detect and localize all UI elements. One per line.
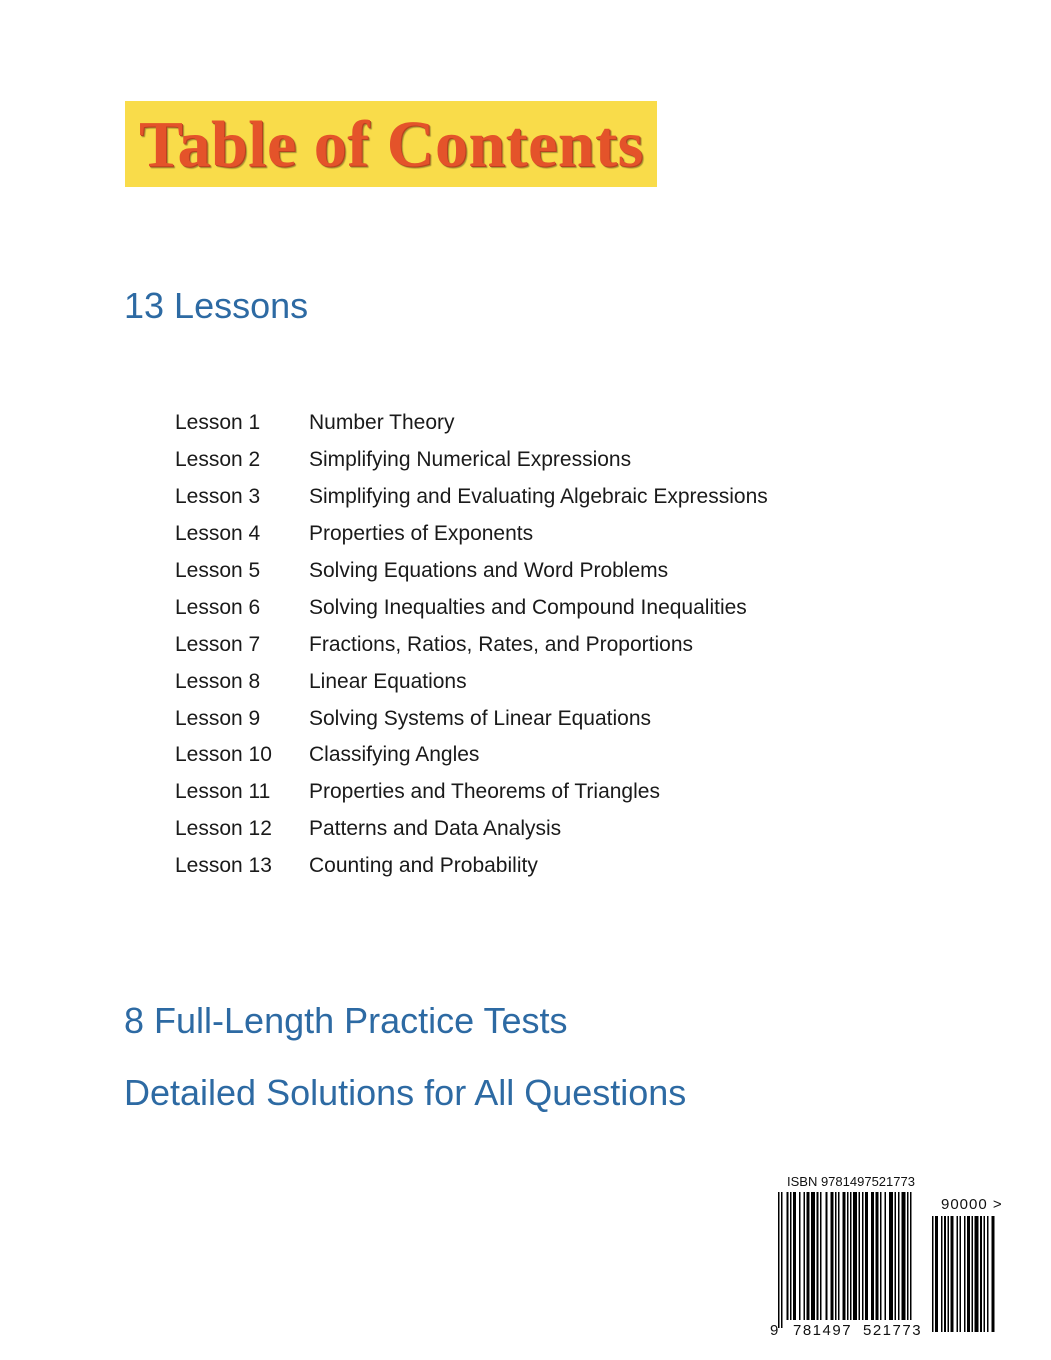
isbn-label: ISBN 9781497521773 [787,1174,915,1189]
price-code: 90000 > [941,1196,1003,1213]
lesson-number: Lesson 9 [175,706,261,730]
barcode-bar [967,1216,970,1332]
lesson-list [175,405,875,885]
lesson-title: Solving Systems of Linear Equations [309,706,652,730]
barcode-bar [984,1216,986,1332]
solutions-heading: Detailed Solutions for All Questions [124,1072,687,1113]
barcode-bar [944,1216,946,1332]
barcode-bar [862,1192,864,1320]
barcode-bar [941,1216,943,1332]
lesson-row [175,626,875,663]
barcode-bar [781,1192,783,1328]
barcode-bar [975,1216,979,1332]
barcode-bar [831,1192,834,1320]
lesson-title: Classifying Angles [309,743,480,767]
barcode-bar [778,1192,780,1328]
barcode-bar [871,1192,874,1320]
barcode-bar [902,1192,906,1320]
barcode-bar [889,1192,893,1320]
barcode-bar [820,1192,822,1320]
barcode-bar [799,1192,801,1320]
lesson-number: Lesson 5 [175,559,261,582]
barcode-bar [859,1192,861,1320]
barcode-bar [787,1192,789,1320]
lesson-row [175,774,875,811]
lesson-row [175,811,875,848]
lesson-row [175,737,875,774]
lesson-row [175,516,875,553]
barcode-bar [885,1192,887,1320]
barcode-bar [826,1192,828,1320]
barcode-bar [835,1192,837,1320]
lesson-number: Lesson 10 [175,743,272,767]
lesson-row [175,479,875,516]
lesson-number: Lesson 3 [175,485,261,509]
lesson-row [175,663,875,700]
lesson-title: Properties and Theorems of Triangles [309,780,660,804]
barcode-bar [960,1216,962,1332]
barcode-bar [935,1216,938,1332]
barcode-bar [817,1192,819,1320]
lesson-number: Lesson 1 [175,411,261,435]
lesson-title: Number Theory [309,411,455,435]
lesson-title: Linear Equations [309,669,467,693]
title-banner [125,101,657,187]
lesson-title: Properties of Exponents [309,522,534,546]
barcode-bar [987,1216,989,1332]
barcode-bar [910,1192,912,1320]
barcode-bar [880,1192,882,1320]
barcode-bar [932,1216,934,1332]
barcode-digit-group-2: 521773 [863,1322,923,1339]
lesson-title: Simplifying Numerical Expressions [309,448,632,472]
barcode-bar [804,1192,806,1320]
page-title: Table of Contents [139,108,644,181]
lesson-title: Simplifying and Evaluating Algebraic Expressions [309,485,768,509]
isbn-barcode [770,1174,1022,1344]
lesson-title: Solving Equations and Word Problems [309,559,669,582]
lesson-number: Lesson 6 [175,595,261,619]
lesson-row [175,405,875,442]
barcode-bar [876,1192,879,1320]
barcode-bar [957,1216,959,1332]
barcode-main-bars [778,1192,938,1334]
lesson-title: Patterns and Data Analysis [309,817,562,841]
barcode-first-digit: 9 [770,1322,779,1339]
lessons-heading: 13 Lessons [124,285,309,326]
barcode-bar [980,1216,982,1332]
lesson-number: Lesson 11 [175,780,271,804]
lesson-number: Lesson 8 [175,669,261,693]
barcode-bar [907,1192,909,1320]
barcode-bar [853,1192,857,1320]
lesson-row [175,553,875,590]
barcode-bar [811,1192,815,1320]
barcode-bar [790,1192,792,1320]
lesson-title: Fractions, Ratios, Rates, and Proportions [309,632,694,656]
barcode-bar [992,1216,995,1332]
barcode-bar [895,1192,897,1320]
barcode-digit-group-1: 781497 [793,1322,853,1339]
lesson-number: Lesson 4 [175,522,261,546]
barcode-bar [838,1192,840,1320]
barcode-bar [898,1192,900,1320]
lesson-row [175,848,875,885]
barcode-addon-bars [932,1216,1004,1332]
barcode-bar [948,1216,950,1332]
barcode-bar [850,1192,852,1320]
practice-tests-heading: 8 Full-Length Practice Tests [124,1000,568,1041]
lesson-number: Lesson 7 [175,632,261,656]
barcode-bar [964,1216,966,1332]
barcode-bar [807,1192,810,1320]
lesson-number: Lesson 2 [175,448,261,472]
lesson-row [175,442,875,479]
lesson-row [175,589,875,626]
lesson-title: Solving Inequalties and Compound Inequalities [309,595,747,619]
lesson-number: Lesson 13 [175,854,272,878]
barcode-bar [972,1216,974,1332]
barcode-bar [865,1192,868,1320]
lesson-title: Counting and Probability [309,854,538,878]
barcode-bar [843,1192,846,1320]
lesson-number: Lesson 12 [175,817,272,841]
barcode-bar [847,1192,849,1320]
barcode-bar [793,1192,796,1320]
barcode-bar [951,1216,954,1332]
lesson-row [175,700,875,737]
